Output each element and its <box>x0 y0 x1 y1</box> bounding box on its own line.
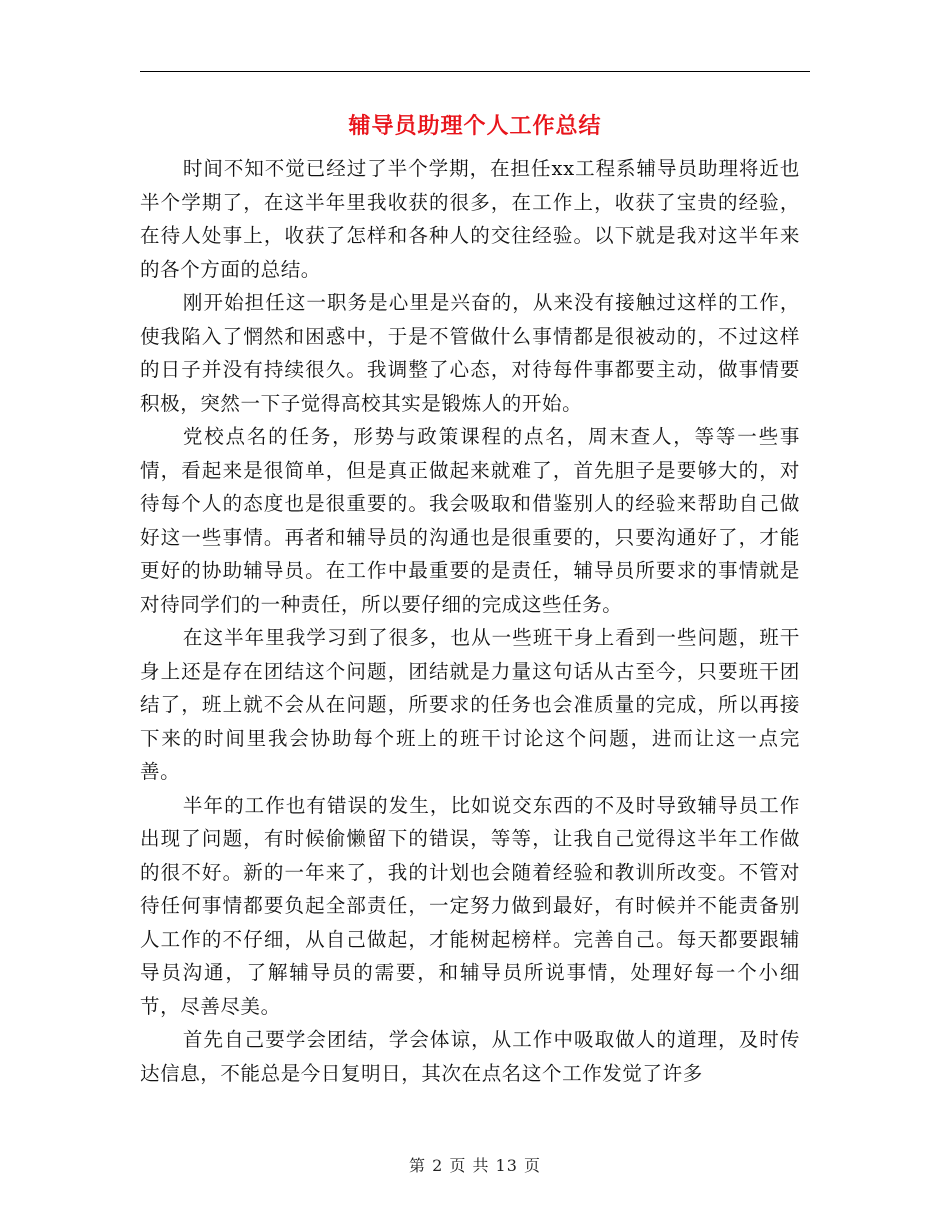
paragraph-6: 首先自己要学会团结，学会体谅，从工作中吸取做人的道理，及时传达信息，不能总是今日复明日，其次在点名这个工作发觉了许多 <box>140 1028 800 1085</box>
paragraph-3: 党校点名的任务，形势与政策课程的点名，周末查人，等等一些事情，看起来是很简单，但是真正做起来就难了，首先胆子是要够大的，对待每个人的态度也是很重要的。我会吸取和借鉴别人的经验来帮助自己做好这一些事情。再者和辅导员的沟通也是很重要的，只要沟通好了，才能更好的协助辅导员。在工作中最重要的是责任，辅导员所要求的事情就是对待同学们的一种责任，所以要仔细的完成这些任务。 <box>140 425 800 616</box>
paragraph-2: 刚开始担任这一职务是心里是兴奋的，从来没有接触过这样的工作，使我陷入了惘然和困惑中，于是不管做什么事情都是很被动的，不过这样的日子并没有持续很久。我调整了心态，对待每件事都要主动，做事情要积极，突然一下子觉得高校其实是锻炼人的开始。 <box>140 291 800 415</box>
document-title: 辅导员助理个人工作总结 <box>348 113 602 139</box>
paragraph-1: 时间不知不觉已经过了半个学期，在担任xx工程系辅导员助理将近也半个学期了，在这半年里我收获的很多，在工作上，收获了宝贵的经验，在待人处事上，收获了怎样和各种人的交往经验。以下就是我对这半年来的各个方面的总结。 <box>140 157 800 281</box>
document-body <box>140 152 800 1090</box>
header-rule <box>140 71 810 72</box>
paragraph-5: 半年的工作也有错误的发生，比如说交东西的不及时导致辅导员工作出现了问题，有时候偷懒留下的错误，等等，让我自己觉得这半年工作做的很不好。新的一年来了，我的计划也会随着经验和教训所改变。不管对待任何事情都要负起全部责任，一定努力做到最好，有时候并不能责备别人工作的不仔细，从自己做起，才能树起榜样。完善自己。每天都要跟辅导员沟通，了解辅导员的需要，和辅导员所说事情，处理好每一个小细节，尽善尽美。 <box>140 793 800 1018</box>
page-number-footer: 第 2 页 共 13 页 <box>409 1156 541 1175</box>
paragraph-4: 在这半年里我学习到了很多，也从一些班干身上看到一些问题，班干身上还是存在团结这个问题，团结就是力量这句话从古至今，只要班干团结了，班上就不会从在问题，所要求的任务也会准质量的完成，所以再接下来的时间里我会协助每个班上的班干讨论这个问题，进而让这一点完善。 <box>140 626 800 783</box>
